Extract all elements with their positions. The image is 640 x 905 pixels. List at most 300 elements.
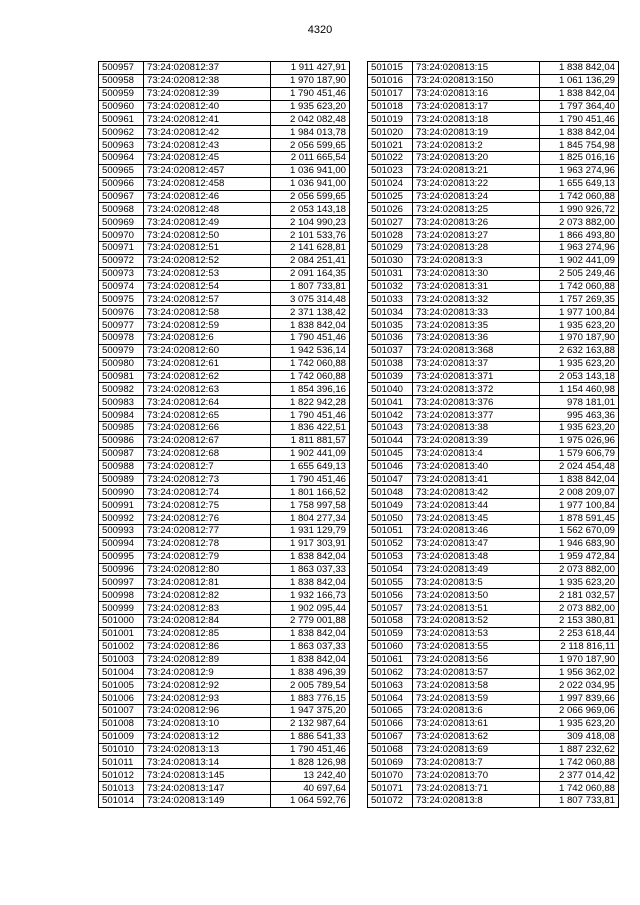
table-row [368, 473, 619, 486]
value-cell: 1 990 926,72 [540, 203, 619, 216]
value-cell: 1 825 016,16 [540, 152, 619, 165]
record-number-cell: 500982 [99, 383, 144, 396]
value-cell: 1 790 451,46 [271, 332, 350, 345]
cadastral-number-cell: 73:24:020812:93 [144, 692, 271, 705]
value-cell: 1 854 396,16 [271, 383, 350, 396]
value-cell: 2 091 164,35 [271, 267, 350, 280]
table-row [368, 730, 619, 743]
value-cell: 978 181,01 [540, 396, 619, 409]
table-row [99, 653, 350, 666]
table-row [368, 640, 619, 653]
value-cell: 1 742 060,88 [540, 782, 619, 795]
record-number-cell: 500965 [99, 164, 144, 177]
record-number-cell: 501028 [368, 229, 413, 242]
table-row [368, 422, 619, 435]
cadastral-number-cell: 73:24:020812:89 [144, 653, 271, 666]
record-number-cell: 501014 [99, 794, 144, 807]
record-number-cell: 501050 [368, 512, 413, 525]
value-cell: 1 902 441,09 [271, 447, 350, 460]
cadastral-number-cell: 73:24:020813:69 [413, 743, 540, 756]
record-number-cell: 501041 [368, 396, 413, 409]
table-row [368, 139, 619, 152]
record-number-cell: 500959 [99, 87, 144, 100]
record-number-cell: 500967 [99, 190, 144, 203]
value-cell: 1 742 060,88 [271, 370, 350, 383]
table-row [368, 229, 619, 242]
value-cell: 2 084 251,41 [271, 254, 350, 267]
record-number-cell: 501027 [368, 216, 413, 229]
cadastral-number-cell: 73:24:020812:46 [144, 190, 271, 203]
cadastral-number-cell: 73:24:020812:41 [144, 113, 271, 126]
value-cell: 13 242,40 [271, 769, 350, 782]
table-row [99, 319, 350, 332]
record-number-cell: 501062 [368, 666, 413, 679]
table-row [99, 679, 350, 692]
cadastral-number-cell: 73:24:020813:55 [413, 640, 540, 653]
record-number-cell: 501043 [368, 422, 413, 435]
record-number-cell: 501061 [368, 653, 413, 666]
record-number-cell: 501063 [368, 679, 413, 692]
record-number-cell: 501057 [368, 602, 413, 615]
record-number-cell: 500970 [99, 229, 144, 242]
record-number-cell: 501006 [99, 692, 144, 705]
value-cell: 1 742 060,88 [540, 756, 619, 769]
value-cell: 2 101 533,76 [271, 229, 350, 242]
value-cell: 2 632 163,88 [540, 344, 619, 357]
value-cell: 1 790 451,46 [271, 743, 350, 756]
table-row [368, 794, 619, 807]
cadastral-number-cell: 73:24:020812:43 [144, 139, 271, 152]
cadastral-number-cell: 73:24:020812:75 [144, 499, 271, 512]
table-row [368, 679, 619, 692]
value-cell: 1 742 060,88 [540, 190, 619, 203]
table-row [99, 344, 350, 357]
value-cell: 1 804 277,34 [271, 512, 350, 525]
table-row [368, 512, 619, 525]
cadastral-number-cell: 73:24:020813:38 [413, 422, 540, 435]
table-row [99, 614, 350, 627]
cadastral-number-cell: 73:24:020813:20 [413, 152, 540, 165]
table-row [368, 152, 619, 165]
record-number-cell: 501064 [368, 692, 413, 705]
table-row [368, 409, 619, 422]
record-number-cell: 501003 [99, 653, 144, 666]
cadastral-number-cell: 73:24:020813:13 [144, 743, 271, 756]
cadastral-number-cell: 73:24:020813:17 [413, 100, 540, 113]
cadastral-number-cell: 73:24:020813:47 [413, 537, 540, 550]
table-row [99, 164, 350, 177]
cadastral-number-cell: 73:24:020812:85 [144, 627, 271, 640]
table-row [99, 409, 350, 422]
value-cell: 1 758 997,58 [271, 499, 350, 512]
cadastral-number-cell: 73:24:020812:40 [144, 100, 271, 113]
cadastral-number-cell: 73:24:020812:6 [144, 332, 271, 345]
table-row [368, 653, 619, 666]
value-cell: 1 562 670,09 [540, 524, 619, 537]
value-cell: 1 838 842,04 [540, 62, 619, 75]
cadastral-number-cell: 73:24:020812:84 [144, 614, 271, 627]
value-cell: 1 963 274,96 [540, 242, 619, 255]
cadastral-number-cell: 73:24:020813:24 [413, 190, 540, 203]
record-number-cell: 501039 [368, 370, 413, 383]
cadastral-number-cell: 73:24:020813:10 [144, 717, 271, 730]
value-cell: 1 863 037,33 [271, 563, 350, 576]
record-number-cell: 501022 [368, 152, 413, 165]
table-row [368, 602, 619, 615]
record-number-cell: 501052 [368, 537, 413, 550]
value-cell: 1 790 451,46 [540, 113, 619, 126]
table-row [368, 486, 619, 499]
record-number-cell: 500960 [99, 100, 144, 113]
cadastral-number-cell: 73:24:020812:38 [144, 74, 271, 87]
table-row [99, 756, 350, 769]
record-number-cell: 501034 [368, 306, 413, 319]
value-cell: 1 797 364,40 [540, 100, 619, 113]
value-cell: 1 655 649,13 [540, 177, 619, 190]
value-cell: 1 807 733,81 [540, 794, 619, 807]
record-number-cell: 500971 [99, 242, 144, 255]
value-cell: 2 042 082,48 [271, 113, 350, 126]
cadastral-number-cell: 73:24:020812:62 [144, 370, 271, 383]
value-cell: 1 807 733,81 [271, 280, 350, 293]
value-cell: 1 886 541,33 [271, 730, 350, 743]
cadastral-number-cell: 73:24:020813:15 [413, 62, 540, 75]
cadastral-number-cell: 73:24:020812:37 [144, 62, 271, 75]
value-cell: 1 878 591,45 [540, 512, 619, 525]
table-row [368, 434, 619, 447]
cadastral-number-cell: 73:24:020813:7 [413, 756, 540, 769]
cadastral-number-cell: 73:24:020813:52 [413, 614, 540, 627]
table-row [99, 242, 350, 255]
cadastral-number-cell: 73:24:020812:42 [144, 126, 271, 139]
value-cell: 1 887 232,62 [540, 743, 619, 756]
cadastral-number-cell: 73:24:020812:81 [144, 576, 271, 589]
table-row [99, 152, 350, 165]
value-cell: 2 505 249,46 [540, 267, 619, 280]
record-number-cell: 501067 [368, 730, 413, 743]
value-cell: 1 935 623,20 [271, 100, 350, 113]
value-cell: 1 917 303,91 [271, 537, 350, 550]
cadastral-number-cell: 73:24:020813:49 [413, 563, 540, 576]
table-row [99, 126, 350, 139]
table-row [99, 100, 350, 113]
value-cell: 1 838 842,04 [271, 550, 350, 563]
table-row [368, 177, 619, 190]
record-number-cell: 500984 [99, 409, 144, 422]
value-cell: 2 779 001,88 [271, 614, 350, 627]
cadastral-number-cell: 73:24:020812:60 [144, 344, 271, 357]
record-number-cell: 500988 [99, 460, 144, 473]
value-cell: 1 838 496,39 [271, 666, 350, 679]
value-cell: 2 118 816,11 [540, 640, 619, 653]
cadastral-number-cell: 73:24:020813:50 [413, 589, 540, 602]
record-number-cell: 500979 [99, 344, 144, 357]
table-row [99, 794, 350, 807]
record-number-cell: 500972 [99, 254, 144, 267]
record-number-cell: 501036 [368, 332, 413, 345]
cadastral-number-cell: 73:24:020813:21 [413, 164, 540, 177]
cadastral-number-cell: 73:24:020812:52 [144, 254, 271, 267]
cadastral-number-cell: 73:24:020812:79 [144, 550, 271, 563]
table-row [368, 743, 619, 756]
table-row [99, 332, 350, 345]
cadastral-number-cell: 73:24:020812:86 [144, 640, 271, 653]
table-row [368, 74, 619, 87]
cadastral-number-cell: 73:24:020813:35 [413, 319, 540, 332]
value-cell: 1 997 839,66 [540, 692, 619, 705]
record-number-cell: 501025 [368, 190, 413, 203]
value-cell: 1 984 013,78 [271, 126, 350, 139]
value-cell: 2 022 034,95 [540, 679, 619, 692]
record-number-cell: 501059 [368, 627, 413, 640]
table-row [99, 357, 350, 370]
record-number-cell: 501072 [368, 794, 413, 807]
cadastral-number-cell: 73:24:020813:22 [413, 177, 540, 190]
table-row [368, 100, 619, 113]
record-number-cell: 500966 [99, 177, 144, 190]
record-number-cell: 501029 [368, 242, 413, 255]
value-cell: 1 947 375,20 [271, 704, 350, 717]
value-cell: 1 931 129,79 [271, 524, 350, 537]
table-row [368, 460, 619, 473]
cadastral-number-cell: 73:24:020813:16 [413, 87, 540, 100]
table-row [368, 704, 619, 717]
cadastral-number-cell: 73:24:020813:44 [413, 499, 540, 512]
cadastral-number-cell: 73:24:020812:80 [144, 563, 271, 576]
table-row [368, 254, 619, 267]
table-row [368, 306, 619, 319]
cadastral-number-cell: 73:24:020812:61 [144, 357, 271, 370]
table-row [368, 126, 619, 139]
record-number-cell: 501070 [368, 769, 413, 782]
cadastral-number-cell: 73:24:020812:64 [144, 396, 271, 409]
table-row [99, 177, 350, 190]
cadastral-number-cell: 73:24:020813:377 [413, 409, 540, 422]
cadastral-number-cell: 73:24:020812:65 [144, 409, 271, 422]
value-cell: 1 036 941,00 [271, 164, 350, 177]
cadastral-number-cell: 73:24:020813:27 [413, 229, 540, 242]
record-number-cell: 501044 [368, 434, 413, 447]
table-row [368, 756, 619, 769]
table-row [99, 74, 350, 87]
parcel-table-right [367, 61, 619, 808]
table-row [99, 563, 350, 576]
record-number-cell: 501008 [99, 717, 144, 730]
record-number-cell: 500998 [99, 589, 144, 602]
cadastral-number-cell: 73:24:020813:368 [413, 344, 540, 357]
cadastral-number-cell: 73:24:020813:18 [413, 113, 540, 126]
record-number-cell: 500976 [99, 306, 144, 319]
value-cell: 1 811 881,57 [271, 434, 350, 447]
value-cell: 1 838 842,04 [540, 126, 619, 139]
cadastral-number-cell: 73:24:020812:83 [144, 602, 271, 615]
value-cell: 2 005 789,54 [271, 679, 350, 692]
record-number-cell: 500986 [99, 434, 144, 447]
record-number-cell: 501040 [368, 383, 413, 396]
cadastral-number-cell: 73:24:020813:71 [413, 782, 540, 795]
value-cell: 1 866 493,80 [540, 229, 619, 242]
cadastral-number-cell: 73:24:020813:41 [413, 473, 540, 486]
cadastral-number-cell: 73:24:020813:8 [413, 794, 540, 807]
record-number-cell: 501004 [99, 666, 144, 679]
record-number-cell: 501018 [368, 100, 413, 113]
table-row [368, 203, 619, 216]
value-cell: 2 253 618,44 [540, 627, 619, 640]
cadastral-number-cell: 73:24:020813:26 [413, 216, 540, 229]
value-cell: 1 655 649,13 [271, 460, 350, 473]
record-number-cell: 501051 [368, 524, 413, 537]
record-number-cell: 500994 [99, 537, 144, 550]
record-number-cell: 501035 [368, 319, 413, 332]
cadastral-number-cell: 73:24:020812:39 [144, 87, 271, 100]
table-row [368, 550, 619, 563]
value-cell: 1 977 100,84 [540, 499, 619, 512]
table-row [99, 447, 350, 460]
value-cell: 1 975 026,96 [540, 434, 619, 447]
table-row [99, 62, 350, 75]
value-cell: 1 838 842,04 [271, 627, 350, 640]
record-number-cell: 500999 [99, 602, 144, 615]
parcel-table-right-body [368, 62, 619, 808]
cadastral-number-cell: 73:24:020813:57 [413, 666, 540, 679]
cadastral-number-cell: 73:24:020813:14 [144, 756, 271, 769]
table-row [99, 692, 350, 705]
cadastral-number-cell: 73:24:020812:48 [144, 203, 271, 216]
table-row [99, 499, 350, 512]
record-number-cell: 500975 [99, 293, 144, 306]
value-cell: 1 911 427,91 [271, 62, 350, 75]
table-row [99, 396, 350, 409]
value-cell: 1 946 683,90 [540, 537, 619, 550]
cadastral-number-cell: 73:24:020813:147 [144, 782, 271, 795]
value-cell: 1 579 606,79 [540, 447, 619, 460]
cadastral-number-cell: 73:24:020813:58 [413, 679, 540, 692]
value-cell: 2 024 454,48 [540, 460, 619, 473]
cadastral-number-cell: 73:24:020813:30 [413, 267, 540, 280]
table-row [99, 293, 350, 306]
cadastral-number-cell: 73:24:020812:74 [144, 486, 271, 499]
record-number-cell: 501037 [368, 344, 413, 357]
record-number-cell: 501060 [368, 640, 413, 653]
value-cell: 2 181 032,57 [540, 589, 619, 602]
value-cell: 1 935 623,20 [540, 357, 619, 370]
cadastral-number-cell: 73:24:020812:78 [144, 537, 271, 550]
table-row [99, 254, 350, 267]
table-row [99, 473, 350, 486]
value-cell: 1 845 754,98 [540, 139, 619, 152]
table-row [99, 576, 350, 589]
record-number-cell: 500993 [99, 524, 144, 537]
cadastral-number-cell: 73:24:020813:4 [413, 447, 540, 460]
record-number-cell: 501066 [368, 717, 413, 730]
record-number-cell: 501046 [368, 460, 413, 473]
table-row [368, 782, 619, 795]
value-cell: 1 822 942,28 [271, 396, 350, 409]
record-number-cell: 500969 [99, 216, 144, 229]
cadastral-number-cell: 73:24:020812:68 [144, 447, 271, 460]
record-number-cell: 501048 [368, 486, 413, 499]
value-cell: 1 790 451,46 [271, 473, 350, 486]
cadastral-number-cell: 73:24:020812:45 [144, 152, 271, 165]
cadastral-number-cell: 73:24:020812:92 [144, 679, 271, 692]
record-number-cell: 500991 [99, 499, 144, 512]
table-row [99, 460, 350, 473]
record-number-cell: 501001 [99, 627, 144, 640]
cadastral-number-cell: 73:24:020812:458 [144, 177, 271, 190]
record-number-cell: 501007 [99, 704, 144, 717]
table-row [368, 190, 619, 203]
cadastral-number-cell: 73:24:020812:67 [144, 434, 271, 447]
table-row [368, 344, 619, 357]
cadastral-number-cell: 73:24:020812:57 [144, 293, 271, 306]
cadastral-number-cell: 73:24:020813:31 [413, 280, 540, 293]
table-row [368, 113, 619, 126]
cadastral-number-cell: 73:24:020813:150 [413, 74, 540, 87]
value-cell: 2 132 987,64 [271, 717, 350, 730]
value-cell: 1 883 776,15 [271, 692, 350, 705]
record-number-cell: 500997 [99, 576, 144, 589]
cadastral-number-cell: 73:24:020812:59 [144, 319, 271, 332]
record-number-cell: 500962 [99, 126, 144, 139]
cadastral-number-cell: 73:24:020813:28 [413, 242, 540, 255]
parcel-table-left-body [99, 62, 350, 808]
cadastral-number-cell: 73:24:020813:70 [413, 769, 540, 782]
value-cell: 2 053 143,18 [271, 203, 350, 216]
cadastral-number-cell: 73:24:020812:54 [144, 280, 271, 293]
cadastral-number-cell: 73:24:020812:49 [144, 216, 271, 229]
value-cell: 1 838 842,04 [540, 473, 619, 486]
table-row [99, 383, 350, 396]
record-number-cell: 501049 [368, 499, 413, 512]
cadastral-number-cell: 73:24:020813:12 [144, 730, 271, 743]
table-row [368, 524, 619, 537]
value-cell: 2 056 599,65 [271, 190, 350, 203]
cadastral-number-cell: 73:24:020813:62 [413, 730, 540, 743]
record-number-cell: 500957 [99, 62, 144, 75]
record-number-cell: 501010 [99, 743, 144, 756]
table-row [99, 370, 350, 383]
table-row [368, 614, 619, 627]
value-cell: 1 942 536,14 [271, 344, 350, 357]
record-number-cell: 501013 [99, 782, 144, 795]
record-number-cell: 500996 [99, 563, 144, 576]
table-row [368, 692, 619, 705]
cadastral-number-cell: 73:24:020813:37 [413, 357, 540, 370]
value-cell: 1 963 274,96 [540, 164, 619, 177]
value-cell: 2 377 014,42 [540, 769, 619, 782]
table-row [99, 730, 350, 743]
cadastral-number-cell: 73:24:020813:39 [413, 434, 540, 447]
cadastral-number-cell: 73:24:020813:61 [413, 717, 540, 730]
record-number-cell: 500977 [99, 319, 144, 332]
record-number-cell: 501053 [368, 550, 413, 563]
value-cell: 2 073 882,00 [540, 216, 619, 229]
table-row [99, 87, 350, 100]
table-row [99, 486, 350, 499]
cadastral-number-cell: 73:24:020812:51 [144, 242, 271, 255]
table-row [99, 306, 350, 319]
table-row [368, 62, 619, 75]
cadastral-number-cell: 73:24:020812:7 [144, 460, 271, 473]
table-row [99, 537, 350, 550]
value-cell: 1 790 451,46 [271, 87, 350, 100]
cadastral-number-cell: 73:24:020812:82 [144, 589, 271, 602]
record-number-cell: 501032 [368, 280, 413, 293]
table-row [99, 512, 350, 525]
value-cell: 1 970 187,90 [540, 332, 619, 345]
record-number-cell: 500973 [99, 267, 144, 280]
value-cell: 995 463,36 [540, 409, 619, 422]
